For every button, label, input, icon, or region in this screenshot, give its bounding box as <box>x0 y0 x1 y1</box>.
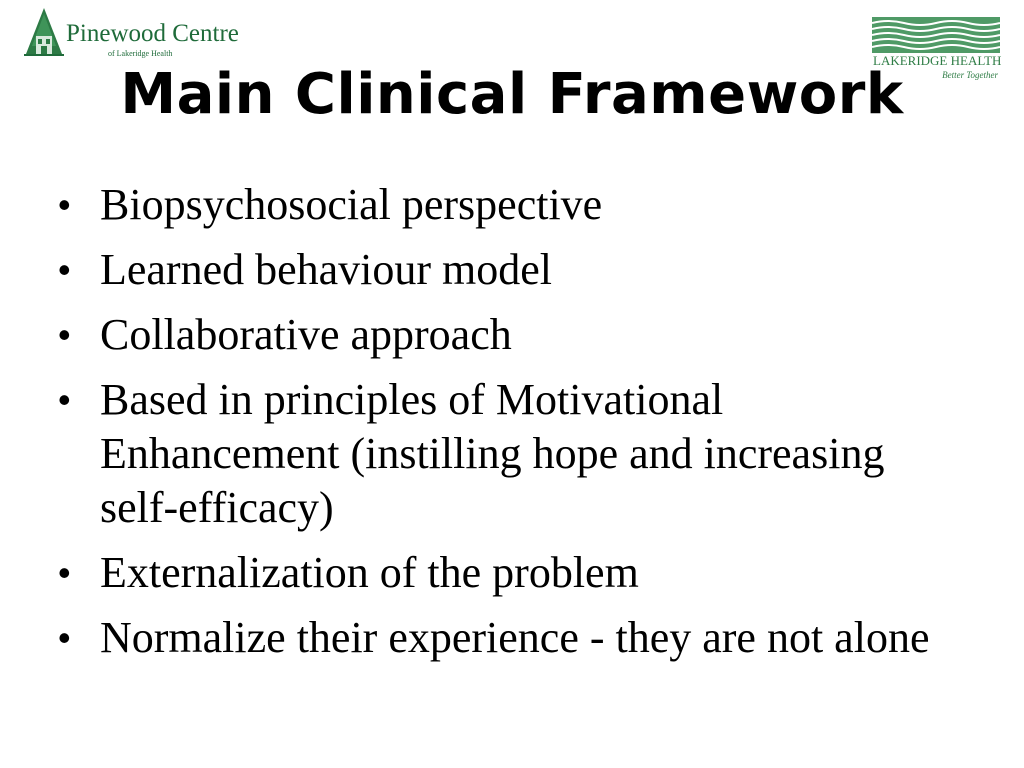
bullet-text: Externalization of the problem <box>100 548 639 597</box>
pine-tree-icon <box>22 6 66 58</box>
bullet-text: Normalize their experience - they are not alone <box>100 613 930 662</box>
pinewood-logo-name: Pinewood Centre <box>66 20 239 47</box>
bullet-list <box>58 178 958 676</box>
pinewood-logo-subtitle: of Lakeridge Health <box>108 49 173 58</box>
bullet-item <box>58 373 958 535</box>
slide-title: Main Clinical Framework <box>120 62 904 127</box>
lakeridge-logo-tagline: Better Together <box>942 70 998 80</box>
bullet-marker: • <box>58 379 71 420</box>
pinewood-logo <box>22 6 252 62</box>
bullet-text: Biopsychosocial perspective <box>100 180 603 229</box>
bullet-marker: • <box>58 314 71 355</box>
bullet-item <box>58 178 958 232</box>
bullet-marker: • <box>58 552 71 593</box>
lakeridge-logo-name: LAKERIDGE HEALTH <box>873 53 1002 68</box>
waves-icon <box>872 17 1000 53</box>
bullet-marker: • <box>58 249 71 290</box>
bullet-item <box>58 611 958 665</box>
bullet-item <box>58 243 958 297</box>
bullet-marker: • <box>58 184 71 225</box>
bullet-text: Collaborative approach <box>100 310 512 359</box>
bullet-item <box>58 546 958 600</box>
bullet-marker: • <box>58 617 71 658</box>
bullet-item <box>58 308 958 362</box>
bullet-text: Based in principles of Motivational Enhancement (instilling hope and increasing self-efficacy) <box>100 375 885 532</box>
bullet-text: Learned behaviour model <box>100 245 553 294</box>
